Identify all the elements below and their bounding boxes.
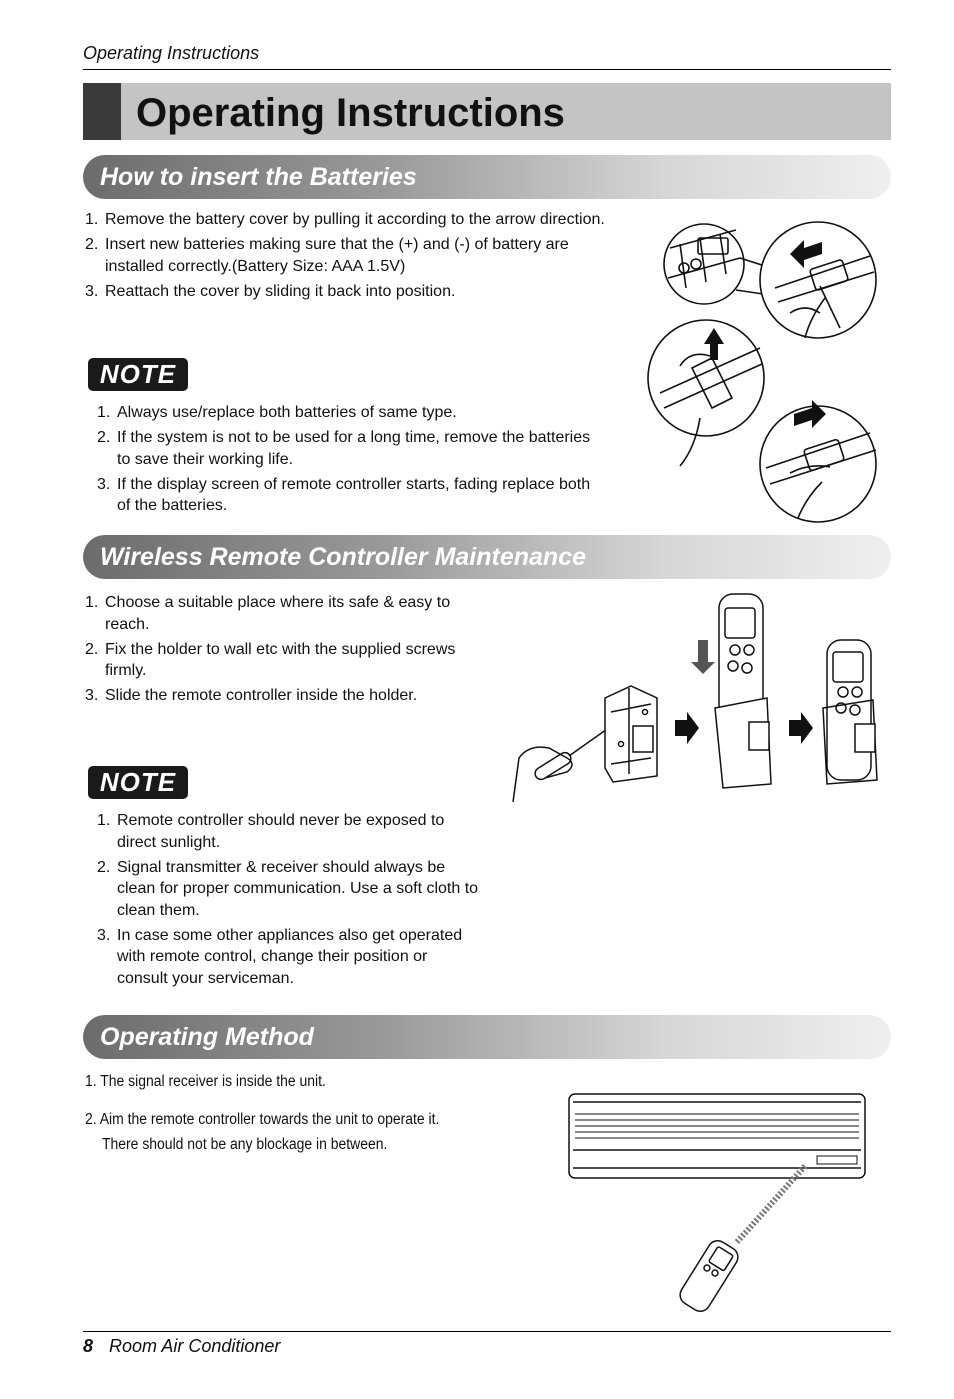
maintenance-steps-list [85, 592, 465, 710]
footer-rule [83, 1331, 891, 1332]
list-item: 2. Insert new batteries making sure that the (+) and (-) of battery are installed correctly.(Battery Size: AAA 1.5V) [85, 236, 569, 275]
note-badge: NOTE [88, 766, 188, 799]
list-item: 2. Fix the holder to wall etc with the supplied screws firmly. [85, 640, 456, 679]
maintenance-notes-list [97, 810, 482, 993]
list-item: 1. Remote controller should never be exposed to direct sunlight. [97, 812, 445, 851]
list-item: 3. If the display screen of remote controller starts, fading replace both of the batteries. [97, 475, 591, 514]
running-header: Operating Instructions [83, 43, 260, 63]
battery-insertion-illustration [640, 218, 885, 523]
list-item: 3. In case some other appliances also get operated with remote control, change their position or consult your serviceman. [97, 926, 463, 987]
header-rule [83, 69, 891, 70]
note-badge: NOTE [88, 358, 188, 391]
footer-doc-title: Room Air Conditioner [109, 1336, 281, 1356]
section-heading-operating-method [83, 1015, 891, 1059]
list-item: 1. Always use/replace both batteries of same type. [97, 404, 457, 421]
operating-step-2-line-2: There should not be any blockage in between. [102, 1136, 388, 1153]
operating-step-1: 1. The signal receiver is inside the unit. [85, 1073, 326, 1090]
list-item: 2. Signal transmitter & receiver should always be clean for proper communication. Use a soft cloth to clean them. [97, 858, 479, 919]
remote-holder-illustration [505, 588, 885, 808]
list-item: 3. Reattach the cover by sliding it back into position. [85, 282, 456, 300]
list-item: 2. If the system is not to be used for a long time, remove the batteries to save their working life. [97, 429, 591, 468]
page-number: 8 [83, 1336, 94, 1356]
page-title: Operating Instructions [136, 91, 565, 135]
operating-step-2-line-1: 2. Aim the remote controller towards the unit to operate it. [85, 1111, 440, 1128]
list-item: 1. Choose a suitable place where its safe & easy to reach. [85, 594, 451, 633]
section-heading-batteries [83, 155, 891, 199]
section-heading-maintenance [83, 535, 891, 579]
section-heading-text: Operating Method [100, 1023, 314, 1051]
section-heading-text: Wireless Remote Controller Maintenance [100, 543, 587, 571]
indoor-unit-illustration [565, 1090, 870, 1312]
battery-steps-list [85, 209, 605, 306]
list-item: 1. Remove the battery cover by pulling it according to the arrow direction. [85, 211, 605, 228]
title-accent-block [83, 83, 121, 140]
section-heading-text: How to insert the Batteries [100, 163, 417, 191]
battery-notes-list [97, 402, 597, 520]
list-item: 3. Slide the remote controller inside the holder. [85, 687, 418, 704]
